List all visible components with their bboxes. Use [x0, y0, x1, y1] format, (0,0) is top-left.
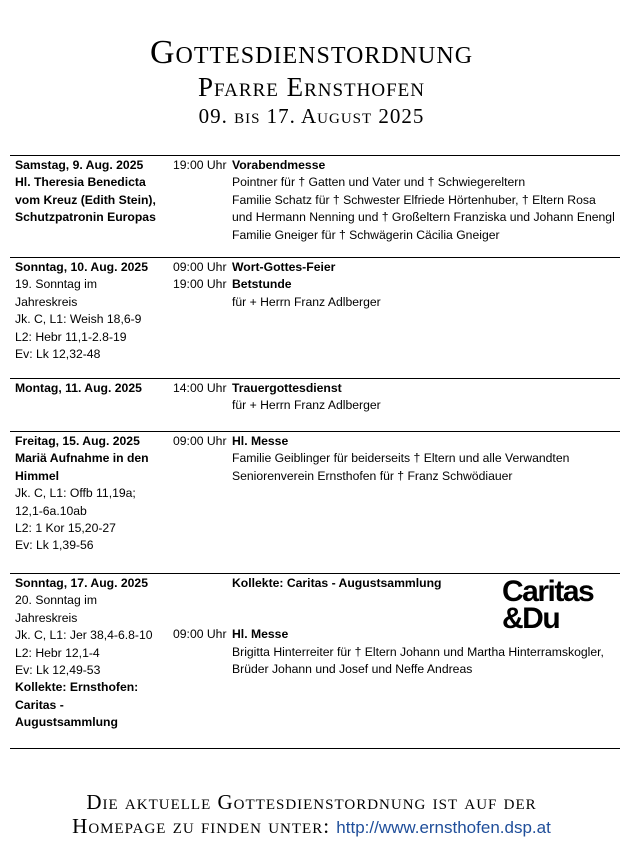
day-info [10, 379, 173, 431]
event-title: Hl. Messe [232, 627, 289, 642]
reading-line: Ev: Lk 12,32-48 [15, 347, 101, 362]
day-events [173, 156, 620, 257]
event-time: 09:00 Uhr [173, 627, 227, 642]
day-block-saturday [10, 155, 620, 257]
event-title: Trauergottesdienst [232, 381, 342, 395]
intention: und Hermann Nenning und † Großeltern Franziska und Johann Enengl [232, 210, 615, 225]
reading-line: Jk. C, L1: Weish 18,6-9 [15, 312, 142, 327]
footer-text: Homepage zu finden unter: [72, 814, 331, 838]
event-time: 09:00 Uhr [173, 260, 227, 274]
reading-line: Ev: Lk 12,49-53 [15, 663, 101, 678]
header [0, 34, 623, 128]
event-row [173, 433, 620, 450]
feast-line: Himmel [15, 468, 60, 483]
intention: Familie Schatz für † Schwester Elfriede Hörtenhuber, † Eltern Rosa [232, 192, 596, 207]
reading-line: Jahreskreis [15, 610, 78, 625]
day-info [10, 258, 173, 378]
day-events [173, 432, 620, 573]
day-date: Sonntag, 17. Aug. 2025 [15, 576, 148, 590]
event-title: Hl. Messe [232, 434, 289, 448]
reading-line: 19. Sonntag im [15, 277, 97, 292]
reading-line: Jk. C, L1: Jer 38,4-6.8-10 [15, 628, 153, 643]
feast-line: Schutzpatronin Europas [15, 210, 156, 225]
event-time: 19:00 Uhr [173, 277, 227, 292]
day-date: Freitag, 15. Aug. 2025 [15, 434, 140, 448]
footer-line-1: Die aktuelle Gottesdienstordnung ist auf der [86, 790, 537, 814]
feast-line: Mariä Aufnahme in den [15, 451, 149, 466]
day-events [173, 379, 620, 431]
homepage-link[interactable]: http://www.ernsthofen.dsp.at [336, 818, 551, 837]
event-time: 14:00 Uhr [173, 381, 227, 395]
event-title: Vorabendmesse [232, 158, 326, 172]
collection-note: Kollekte: Caritas - Augustsammlung [232, 576, 442, 590]
day-date: Sonntag, 10. Aug. 2025 [15, 260, 148, 274]
intention: für + Herrn Franz Adlberger [232, 398, 381, 413]
intention: Brüder Johann und Josef und Neffe Andreas [232, 662, 473, 677]
reading-line: 20. Sonntag im [15, 593, 97, 608]
day-date: Samstag, 9. Aug. 2025 [15, 158, 144, 172]
event-row [173, 259, 620, 276]
event-row [173, 276, 620, 293]
reading-line: L2: 1 Kor 15,20-27 [15, 521, 116, 536]
reading-line: Ev: Lk 1,39-56 [15, 538, 94, 553]
reading-line: Jahreskreis [15, 294, 78, 309]
event-title: Wort-Gottes-Feier [232, 260, 336, 274]
day-info [10, 574, 173, 748]
day-events [173, 258, 620, 378]
reading-line: L2: Hebr 11,1-2.8-19 [15, 329, 127, 344]
collection-line: Caritas - [15, 697, 64, 712]
reading-line: Jk. C, L1: Offb 11,19a; [15, 486, 136, 501]
intention: Seniorenverein Ernsthofen für † Franz Schwödiauer [232, 468, 513, 483]
reading-line: 12,1-6a.10ab [15, 503, 87, 518]
intention: Pointner für † Gatten und Vater und † Schwiegereltern [232, 175, 526, 190]
day-block-monday [10, 378, 620, 431]
collection-line: Augustsammlung [15, 715, 118, 730]
intention: Familie Gneiger für † Schwägerin Cäcilia Gneiger [232, 227, 500, 242]
day-info [10, 156, 173, 257]
intention: Familie Geiblinger für beiderseits † Eltern und alle Verwandten [232, 451, 570, 466]
footer-line-2 [0, 814, 623, 840]
collection-line: Kollekte: Ernsthofen: [15, 680, 139, 695]
page-title: Gottesdienstordnung [149, 34, 474, 71]
day-date: Montag, 11. Aug. 2025 [15, 381, 142, 395]
intention: für + Herrn Franz Adlberger [232, 294, 381, 309]
event-time: 09:00 Uhr [173, 434, 227, 448]
reading-line: L2: Hebr 12,1-4 [15, 645, 100, 660]
feast-line: vom Kreuz (Edith Stein), [15, 192, 156, 207]
feast-line: Hl. Theresia Benedicta [15, 175, 146, 190]
date-range: 09. bis 17. August 2025 [198, 104, 425, 128]
day-block-sunday-17 [10, 573, 620, 749]
day-block-sunday-10 [10, 257, 620, 378]
day-info [10, 432, 173, 573]
event-time: 19:00 Uhr [173, 158, 227, 172]
intention: Brigitta Hinterreiter für † Eltern Johann und Martha Hinterramskogler, [232, 644, 604, 659]
day-block-friday [10, 431, 620, 573]
schedule-table [10, 155, 620, 749]
event-row [173, 157, 620, 174]
footer [0, 790, 623, 840]
caritas-logo: Caritas &Du [502, 575, 594, 635]
parish-name: Pfarre Ernsthofen [198, 72, 425, 102]
event-row [173, 380, 620, 397]
event-title: Betstunde [232, 277, 292, 292]
